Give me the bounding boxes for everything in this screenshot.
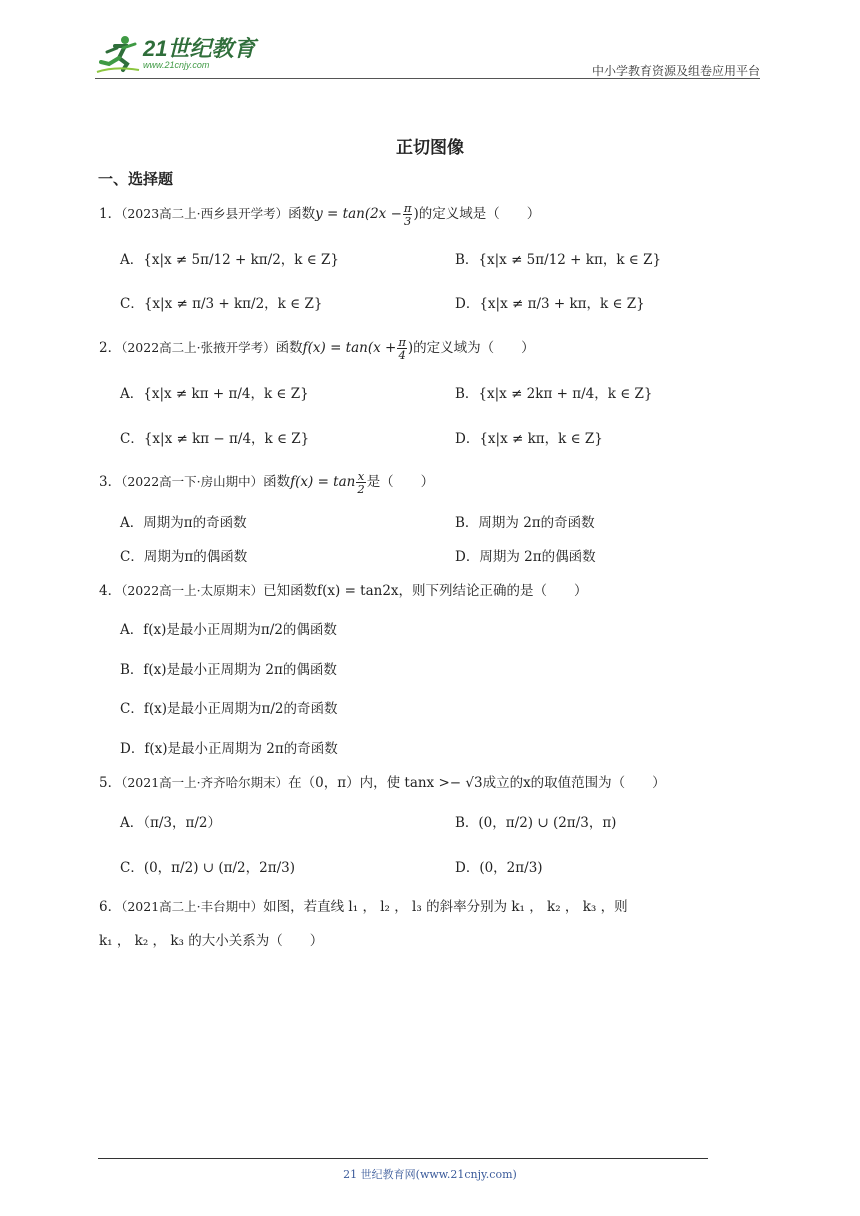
option-b[interactable]: B．周期为 2π的奇函数 [455, 515, 595, 531]
site-logo[interactable] [95, 34, 255, 74]
question-stem-pre: 函数 [275, 340, 303, 356]
question-1 [99, 202, 540, 227]
question-number: 3． [99, 474, 122, 490]
question-stem-post: )的定义域为（ ） [407, 340, 535, 356]
logo-url: www.21cnjy.com [143, 60, 210, 70]
question-stem-post: 是（ ） [366, 474, 435, 490]
question-stem: 已知函数f(x) = tan2x，则下列结论正确的是（ ） [263, 583, 588, 599]
question-stem-math: y = tan(2x − [315, 206, 402, 222]
question-number: 1． [99, 206, 122, 222]
question-2 [99, 336, 535, 361]
footer-divider [98, 1158, 708, 1159]
option-b[interactable]: B．f(x)是最小正周期为 2π的偶函数 [120, 662, 337, 678]
option-c[interactable]: C．{x|x ≠ kπ − π/4，k ∈ Z} [120, 431, 310, 447]
question-stem-line1: 如图，若直线 l₁ ， l₂ ， l₃ 的斜率分别为 k₁ ， k₂ ， k₃ ，则 [263, 899, 628, 915]
option-c[interactable]: C．{x|x ≠ π/3 + kπ/2，k ∈ Z} [120, 296, 323, 312]
question-stem-math: f(x) = tan [290, 474, 356, 490]
option-d[interactable]: D．(0，2π/3) [455, 860, 543, 876]
question-source: （2021高一上·齐齐哈尔期末） [121, 775, 289, 790]
fraction: $\frac{x}{2}$ [357, 469, 365, 496]
runner-logo-icon [95, 34, 141, 74]
question-number: 6． [99, 899, 122, 915]
fraction: $\frac{\pi}{4}$ [398, 335, 406, 362]
fraction: $\frac{\pi}{3}$ [403, 201, 412, 228]
question-3 [99, 470, 434, 495]
header-platform-text: 中小学教育资源及组卷应用平台 [591, 64, 760, 78]
question-source: （2022高一下·房山期中） [121, 474, 264, 489]
question-stem-pre: 函数 [263, 474, 291, 490]
option-b[interactable]: B．{x|x ≠ 2kπ + π/4，k ∈ Z} [455, 386, 653, 402]
option-d[interactable]: D．{x|x ≠ kπ，k ∈ Z} [455, 431, 603, 447]
logo-title: 21世纪教育 [143, 36, 256, 61]
option-a[interactable]: A．周期为π的奇函数 [120, 515, 247, 531]
question-stem-post: )的定义域是（ ） [413, 206, 541, 222]
option-b[interactable]: B．{x|x ≠ 5π/12 + kπ，k ∈ Z} [455, 252, 662, 268]
section-heading: 一、选择题 [98, 170, 174, 188]
option-b[interactable]: B．(0，π/2) ∪ (2π/3，π) [455, 815, 617, 831]
option-a[interactable]: A．{x|x ≠ 5π/12 + kπ/2，k ∈ Z} [120, 252, 340, 268]
header-divider [95, 78, 760, 79]
question-4 [99, 579, 588, 599]
option-c[interactable]: C．周期为π的偶函数 [120, 549, 248, 565]
question-source: （2022高二上·张掖开学考） [121, 340, 276, 355]
option-a[interactable]: A．（π/3，π/2） [120, 815, 222, 831]
option-d[interactable]: D．{x|x ≠ π/3 + kπ，k ∈ Z} [455, 296, 645, 312]
option-d[interactable]: D．f(x)是最小正周期为 2π的奇函数 [120, 741, 338, 757]
question-6 [99, 895, 628, 915]
question-number: 4． [99, 583, 122, 599]
question-number: 2． [99, 340, 122, 356]
question-5 [99, 771, 666, 791]
question-stem: 在（0，π）内，使 tanx >− √3成立的x的取值范围为（ ） [288, 775, 666, 791]
question-source: （2021高二上·丰台期中） [121, 899, 264, 914]
option-a[interactable]: A．f(x)是最小正周期为π/2的偶函数 [120, 622, 337, 638]
question-stem-pre: 函数 [288, 206, 316, 222]
question-number: 5． [99, 775, 122, 791]
option-a[interactable]: A．{x|x ≠ kπ + π/4，k ∈ Z} [120, 386, 309, 402]
question-source: （2023高二上·西乡县开学考） [121, 206, 289, 221]
question-6-line2: k₁ ， k₂ ， k₃ 的大小关系为（ ） [99, 933, 324, 949]
option-d[interactable]: D．周期为 2π的偶函数 [455, 549, 596, 565]
option-c[interactable]: C．f(x)是最小正周期为π/2的奇函数 [120, 701, 338, 717]
question-source: （2022高一上·太原期末） [121, 583, 264, 598]
footer-text[interactable]: 21 世纪教育网(www.21cnjy.com) [343, 1168, 517, 1181]
page-title: 正切图像 [396, 138, 464, 158]
page-header [95, 30, 760, 78]
option-c[interactable]: C．(0，π/2) ∪ (π/2，2π/3) [120, 860, 295, 876]
question-stem-math: f(x) = tan(x + [302, 340, 397, 356]
